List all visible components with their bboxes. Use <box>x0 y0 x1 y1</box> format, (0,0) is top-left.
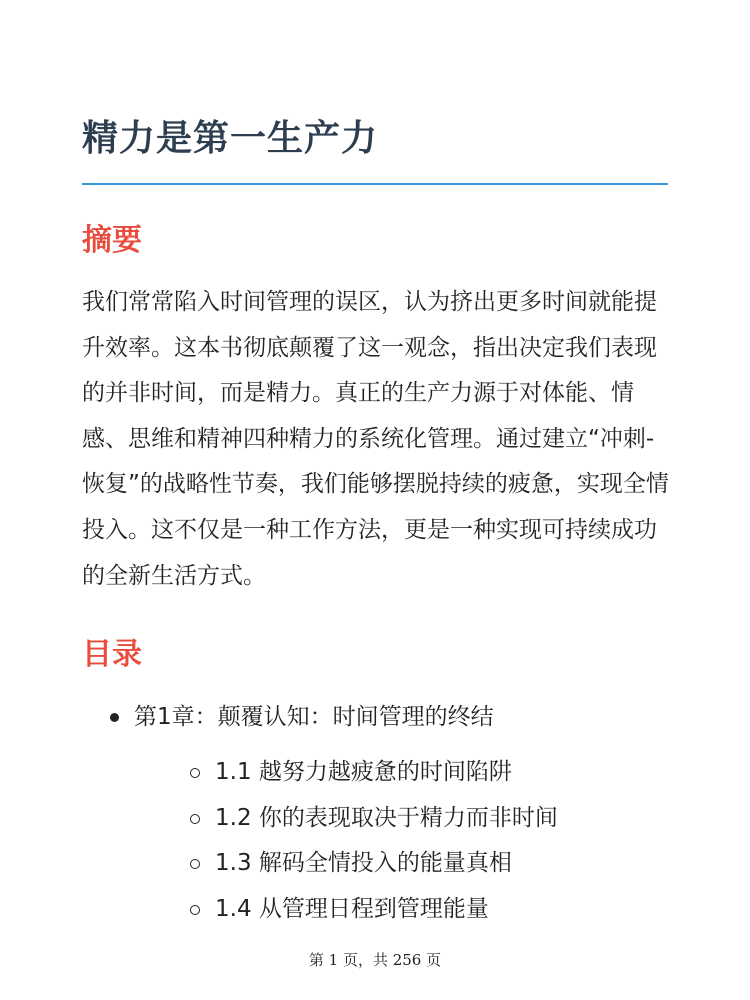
toc-section-label: 1.1 越努力越疲惫的时间陷阱 <box>215 759 512 785</box>
summary-heading: 摘要 <box>82 223 142 258</box>
bullet-circle-icon <box>190 905 200 915</box>
bullet-circle-icon <box>190 814 200 824</box>
table-of-contents <box>108 694 558 932</box>
toc-section-1-1 <box>188 750 558 796</box>
bullet-disc-icon <box>110 713 119 722</box>
title-divider <box>82 183 668 185</box>
toc-section-label: 1.3 解码全情投入的能量真相 <box>215 850 512 876</box>
toc-section-1-2 <box>188 796 558 842</box>
summary-paragraph: 我们常常陷入时间管理的误区，认为挤出更多时间就能提升效率。这本书彻底颠覆了这一观念，指出决定我们表现的并非时间，而是精力。真正的生产力源于对体能、情感、思维和精神四种精力的系统化管理。通过建立“冲刺-恢复”的战略性节奏，我们能够摆脱持续的疲惫，实现全情投入。这不仅是一种工作方法，更是一种实现可持续成功的全新生活方式。 <box>82 289 669 589</box>
toc-section-label: 1.4 从管理日程到管理能量 <box>215 895 489 922</box>
toc-heading: 目录 <box>82 637 142 672</box>
toc-section-label: 1.2 你的表现取决于精力而非时间 <box>215 804 558 831</box>
toc-section-1-4 <box>188 887 558 933</box>
bullet-circle-icon <box>190 768 200 778</box>
toc-chapter-1 <box>108 694 558 932</box>
toc-chapter-label: 第1章：颠覆认知：时间管理的终结 <box>134 704 494 730</box>
toc-chapter-1-sections <box>134 750 558 932</box>
bullet-circle-icon <box>190 859 200 869</box>
page-number-footer: 第 1 页，共 256 页 <box>308 951 442 969</box>
page-title: 精力是第一生产力 <box>82 118 379 159</box>
toc-section-1-3 <box>188 841 558 887</box>
